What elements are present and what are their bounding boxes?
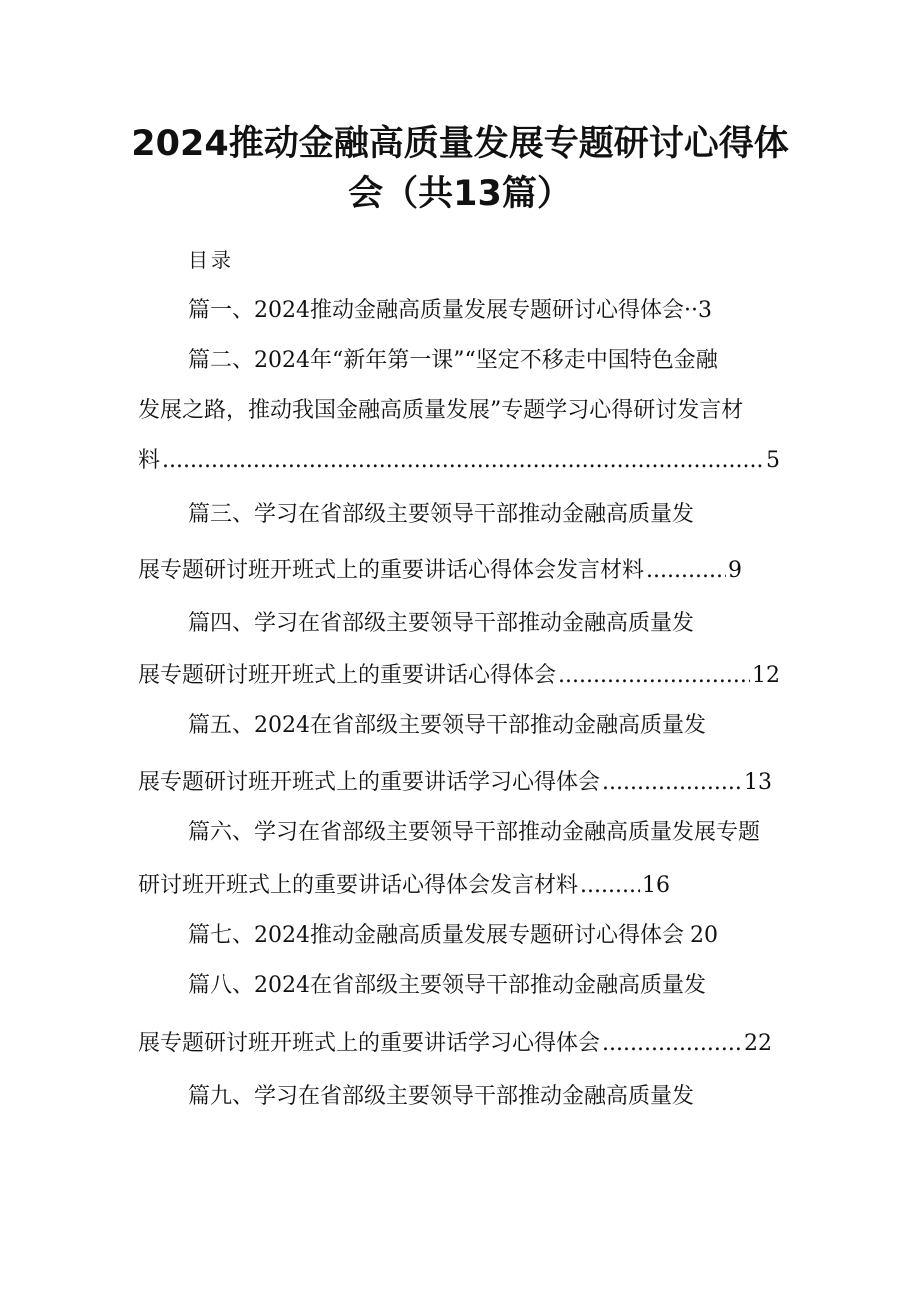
toc-entry-8-line-1 [188,971,706,1001]
toc-entry-1 [188,296,712,326]
toc-entry-7-page: 20 [690,923,718,948]
toc-entry-7 [188,921,718,951]
toc-entry-8-page: 22 [744,1031,772,1056]
toc-leader-dots [646,556,726,586]
toc-entry-2-text-3: 料 [138,448,161,473]
toc-entry-3-text-2: 展专题研讨班开班式上的重要讲话心得体会发言材料 [138,558,645,583]
toc-entry-2-text-2: 发展之路，推动我国金融高质量发展”专题学习心得研讨发言材 [138,398,744,423]
toc-entry-2-line-2 [138,396,743,426]
toc-entry-9-line-1 [188,1082,694,1112]
toc-entry-4-text-2: 展专题研讨班开班式上的重要讲话心得体会 [138,663,557,688]
toc-entry-4-line-1 [188,609,694,639]
toc-entry-5-line-2 [138,768,772,798]
toc-entry-5-line-1 [188,711,706,741]
toc-entry-7-text: 篇七、2024推动金融高质量发展专题研讨心得体会 [188,923,684,948]
toc-entry-4-line-2 [138,661,780,691]
toc-leader-dots [602,768,742,798]
toc-leader-dots [580,871,640,901]
toc-entry-6-text-2: 研讨班开班式上的重要讲话心得体会发言材料 [138,873,579,898]
toc-entry-6-line-2 [138,871,670,901]
toc-heading: 目录 [188,248,234,272]
toc-entry-4-page: 12 [752,663,780,688]
toc-entry-3-line-1 [188,500,694,530]
toc-entry-8-text-2: 展专题研讨班开班式上的重要讲话学习心得体会 [138,1031,601,1056]
toc-entry-5-page: 13 [744,770,772,795]
toc-entry-4-text-1: 篇四、学习在省部级主要领导干部推动金融高质量发 [188,611,695,636]
document-title-line-1: 2024推动金融高质量发展专题研讨心得体 [131,124,789,164]
toc-entry-2-line-3 [138,446,780,476]
toc-entry-8-line-2 [138,1029,772,1059]
toc-leader-dots [558,661,750,691]
toc-entry-5-text-1: 篇五、2024在省部级主要领导干部推动金融高质量发 [188,713,706,738]
toc-entry-6-text-1: 篇六、学习在省部级主要领导干部推动金融高质量发展专题 [188,820,761,845]
document-title-line-2: 会（共13篇） [348,174,572,214]
toc-entry-1-text: 篇一、2024推动金融高质量发展专题研讨心得体会·· [188,298,698,323]
toc-leader-dots [602,1029,742,1059]
toc-entry-2-line-1 [188,346,718,376]
toc-entry-9-text-1: 篇九、学习在省部级主要领导干部推动金融高质量发 [188,1084,695,1109]
toc-entry-2-text-1: 篇二、2024年“新年第一课”“坚定不移走中国特色金融 [188,348,718,373]
toc-entry-6-line-1 [188,818,760,848]
toc-entry-3-page: 9 [728,558,742,583]
toc-entry-6-page: 16 [642,873,670,898]
toc-entry-5-text-2: 展专题研讨班开班式上的重要讲话学习心得体会 [138,770,601,795]
toc-leader-dots [162,446,764,476]
toc-entry-8-text-1: 篇八、2024在省部级主要领导干部推动金融高质量发 [188,973,706,998]
toc-entry-1-page: 3 [697,298,712,323]
toc-entry-2-page: 5 [766,448,780,473]
toc-entry-3-line-2 [138,556,742,586]
toc-entry-3-text-1: 篇三、学习在省部级主要领导干部推动金融高质量发 [188,502,695,527]
